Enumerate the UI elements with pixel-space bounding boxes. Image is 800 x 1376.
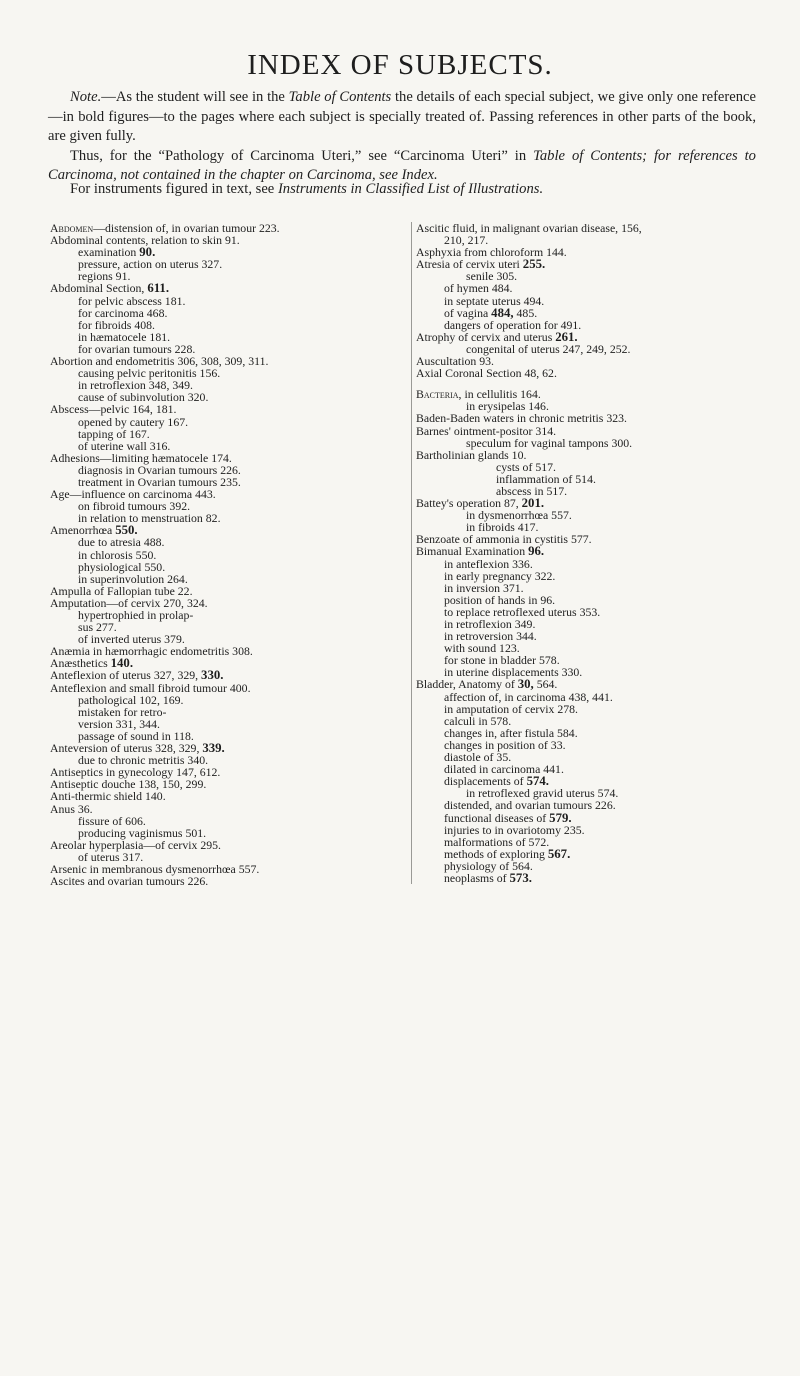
entry-text: Bladder, Anatomy of — [416, 677, 518, 692]
entry-text: pathological 102, 169. — [78, 692, 184, 707]
entry-text: version 331, 344. — [78, 716, 160, 731]
entry-text: malformations of 572. — [444, 834, 550, 849]
entry-text: in uterine displacements 330. — [444, 665, 583, 680]
entry-text: Asphyxia from chloroform 144. — [416, 245, 567, 260]
entry-text: due to chronic metritis 340. — [78, 753, 209, 768]
entry-text: Ampulla of Fallopian tube 22. — [50, 583, 193, 598]
entry-text: calculi in 578. — [444, 713, 512, 728]
entry-text: in retroflexed gravid uterus 574. — [466, 786, 619, 801]
instruments-text: For instruments figured in text, see — [70, 181, 278, 197]
entry-text: of uterine wall 316. — [78, 438, 171, 453]
entry-text: in erysipelas 146. — [466, 399, 549, 414]
entry-text: with sound 123. — [444, 641, 520, 656]
entry-text: examination — [78, 245, 140, 260]
index-subentry — [416, 473, 766, 485]
page-reference-bold: 261. — [555, 329, 578, 344]
entry-text: —distension of, in ovarian tumour 223. — [93, 221, 280, 235]
entry-text: inflammation of 514. — [496, 471, 596, 486]
entry-text: to replace retroflexed uterus 353. — [444, 604, 601, 619]
entry-text: in superinvolution 264. — [78, 571, 188, 586]
entry-text: pressure, action on uterus 327. — [78, 257, 223, 272]
entry-text: on fibroid tumours 392. — [78, 499, 191, 514]
page-reference-bold: 484, — [491, 305, 514, 320]
entry-text: position of hands in 96. — [444, 592, 556, 607]
entry-text: Antiseptic douche 138, 150, 299. — [50, 777, 207, 792]
entry-text: abscess in 517. — [496, 483, 568, 498]
entry-text: functional diseases of — [444, 810, 550, 825]
entry-text: due to atresia 488. — [78, 535, 165, 550]
entry-text: cysts of 517. — [496, 459, 556, 474]
entry-text: causing pelvic peritonitis 156. — [78, 366, 221, 381]
page-reference-bold: 573. — [509, 870, 532, 885]
entry-text: for pelvic abscess 181. — [78, 293, 186, 308]
entry-text: Amputation—of cervix 270, 324. — [50, 595, 208, 610]
index-entry — [50, 790, 350, 802]
page-reference-bold: 90. — [139, 245, 156, 260]
note-text-3: Thus, for the “Pathology of Carcinoma Uteri,” see “Carcinoma Uteri” in — [70, 147, 534, 164]
entry-text: , in cellulitis 164. — [458, 387, 541, 402]
index-note — [48, 88, 756, 186]
entry-text: in septate uterus 494. — [444, 293, 545, 308]
entry-text: in retroflexion 349. — [444, 617, 536, 631]
entry-text: in fibroids 417. — [466, 520, 539, 535]
entry-text: for ovarian tumours 228. — [78, 341, 196, 356]
entry-text: in relation to menstruation 82. — [78, 511, 221, 526]
entry-text: Atrophy of cervix and uterus — [416, 329, 556, 344]
entry-text: for fibroids 408. — [78, 317, 155, 332]
entry-text: of uterus 317. — [78, 849, 144, 864]
page-title: INDEX OF SUBJECTS. — [247, 49, 553, 82]
page-reference-bold: 567. — [547, 846, 571, 861]
entry-text: in inversion 371. — [444, 580, 524, 595]
entry-text: in retroversion 344. — [444, 629, 537, 644]
entry-text: Baden-Baden waters in chronic metritis 323. — [416, 411, 627, 426]
entry-text: producing vaginismus 501. — [78, 825, 207, 840]
entry-text: treatment in Ovarian tumours 235. — [78, 474, 241, 489]
instruments-ref: Instruments in Classified List of Illustrations. — [277, 181, 544, 197]
entry-text: dilated in carcinoma 441. — [444, 762, 564, 777]
index-entry — [50, 875, 350, 887]
entry-text: Abortion and endometritis 306, 308, 309, 311. — [50, 354, 269, 369]
entry-text: Axial Coronal Section 48, 62. — [416, 366, 557, 381]
note-label: Note. — [70, 89, 102, 105]
entry-text: Abdominal Section, — [50, 281, 148, 296]
entry-text: for stone in bladder 578. — [444, 653, 560, 668]
note-text-1: —As the student will see in the — [101, 89, 289, 105]
entry-text: in chlorosis 550. — [78, 547, 157, 562]
entry-text: Arsenic in membranous dysmenorrhœa 557. — [50, 861, 260, 876]
entry-text: of hymen 484. — [444, 281, 513, 296]
page-reference-bold: 96. — [528, 544, 545, 559]
entry-text: speculum for vaginal tampons 300. — [466, 435, 633, 450]
page-reference-bold: 140. — [110, 656, 134, 671]
entry-text: Antiseptics in gynecology 147, 612. — [50, 765, 221, 780]
page-reference-bold: 255. — [522, 257, 546, 272]
entry-text: of vagina — [444, 305, 492, 320]
note-paragraph-1 — [48, 88, 756, 147]
entry-text: Anæsthetics — [50, 656, 111, 671]
entry-text: 210, 217. — [444, 233, 489, 248]
entry-text: in hæmatocele 181. — [78, 329, 171, 344]
entry-text: Auscultation 93. — [416, 354, 494, 369]
entry-text: Areolar hyperplasia—of cervix 295. — [50, 837, 221, 852]
page-reference-bold: 550. — [115, 523, 138, 538]
page-reference-bold: 579. — [549, 810, 572, 825]
note-text-2: the details of each special subject, we give only one reference—in bold figures—to the pages where each subject is specially treated of. Passing references in other parts of the book, are given fully. — [48, 89, 756, 144]
entry-text: methods of exploring — [444, 846, 548, 861]
entry-text: in dysmenorrhœa 557. — [466, 508, 572, 523]
entry-text: Barnes' ointment-positor 314. — [416, 423, 557, 438]
entry-text: Anæmia in hæmorrhagic endometritis 308. — [50, 644, 253, 659]
entry-text: diagnosis in Ovarian tumours 226. — [78, 462, 241, 477]
entry-text: regions 91. — [78, 269, 131, 284]
entry-text: changes in, after fistula 584. — [444, 725, 578, 740]
page-reference-bold: 339. — [202, 741, 225, 756]
entry-text: mistaken for retro- — [78, 704, 167, 719]
entry-text: in retroflexion 348, 349. — [78, 378, 193, 393]
note-text-4: ; for references to Carcinoma, not contained in the chapter on Carcinoma, see Index. — [48, 147, 756, 183]
index-entry — [416, 367, 766, 379]
index-entry — [416, 449, 766, 461]
entry-text: Ascites and ovarian tumours 226. — [50, 874, 209, 889]
entry-text: Anteversion of uterus 328, 329, — [50, 741, 203, 756]
entry-text: cause of subinvolution 320. — [78, 390, 209, 405]
entry-text: displacements of — [444, 774, 527, 789]
entry-text: congenital of uterus 247, 249, 252. — [466, 341, 631, 356]
page-reference-bold: 30, — [517, 677, 534, 692]
entry-text: in anteflexion 336. — [444, 556, 533, 571]
index-column-left — [50, 222, 350, 887]
index-column-right — [411, 222, 766, 884]
entry-text: Benzoate of ammonia in cystitis 577. — [416, 532, 592, 547]
entry-text: opened by cautery 167. — [78, 414, 189, 429]
entry-text: diastole of 35. — [444, 750, 512, 765]
entry-text: in early pregnancy 322. — [444, 568, 556, 583]
page-reference-bold: 574. — [526, 774, 549, 789]
entry-text: neoplasms of — [444, 870, 510, 885]
entry-text: Abscess—pelvic 164, 181. — [50, 402, 177, 417]
entry-text: Adhesions—limiting hæmatocele 174. — [50, 450, 232, 465]
entry-text: Bartholinian glands 10. — [416, 447, 527, 462]
entry-text: passage of sound in 118. — [78, 728, 194, 743]
entry-text: of inverted uterus 379. — [78, 632, 185, 647]
entry-text: sus 277. — [78, 620, 117, 635]
index-subentry — [416, 872, 766, 884]
entry-text: Bimanual Examination — [416, 544, 529, 559]
entry-text: physiology of 564. — [444, 858, 533, 873]
entry-text: tapping of 167. — [78, 426, 150, 441]
entry-text: in amputation of cervix 278. — [444, 701, 578, 716]
entry-text: dangers of operation for 491. — [444, 317, 582, 332]
entry-text: Age—influence on carcinoma 443. — [50, 487, 216, 502]
page-reference-bold: 330. — [201, 668, 224, 683]
entry-text: 564. — [533, 677, 558, 692]
entry-text: senile 305. — [466, 269, 518, 284]
entry-text: for carcinoma 468. — [78, 305, 168, 320]
instruments-note — [48, 180, 768, 199]
note-toc-ref-2: Table of Contents — [533, 147, 643, 164]
entry-text: Amenorrhœa — [50, 523, 116, 538]
entry-text: Ascitic fluid, in malignant ovarian disease, 156, — [416, 221, 642, 235]
entry-text: 485. — [513, 305, 538, 320]
page-reference-bold: 611. — [147, 281, 170, 296]
entry-text: changes in position of 33. — [444, 737, 566, 752]
entry-text: Anteflexion and small fibroid tumour 400. — [50, 680, 251, 695]
entry-text: Anti-thermic shield 140. — [50, 789, 166, 804]
entry-text: fissure of 606. — [78, 813, 146, 828]
entry-text: Abdominal contents, relation to skin 91. — [50, 233, 240, 248]
entry-text: Abdomen — [50, 221, 94, 235]
entry-text: Battey's operation 87, — [416, 496, 522, 511]
entry-text: Anteflexion of uterus 327, 329, — [50, 668, 202, 683]
note-toc-ref: Table of Contents — [288, 89, 392, 105]
entry-text: physiological 550. — [78, 559, 166, 574]
entry-text: Bacteria — [416, 387, 459, 402]
entry-text: injuries to in ovariotomy 235. — [444, 822, 585, 837]
entry-text: hypertrophied in prolap- — [78, 608, 194, 622]
entry-text: Anus 36. — [50, 801, 93, 816]
entry-text: distended, and ovarian tumours 226. — [444, 798, 616, 813]
entry-text: Atresia of cervix uteri — [416, 257, 523, 272]
page-reference-bold: 201. — [521, 496, 545, 511]
entry-text: affection of, in carcinoma 438, 441. — [444, 689, 613, 704]
